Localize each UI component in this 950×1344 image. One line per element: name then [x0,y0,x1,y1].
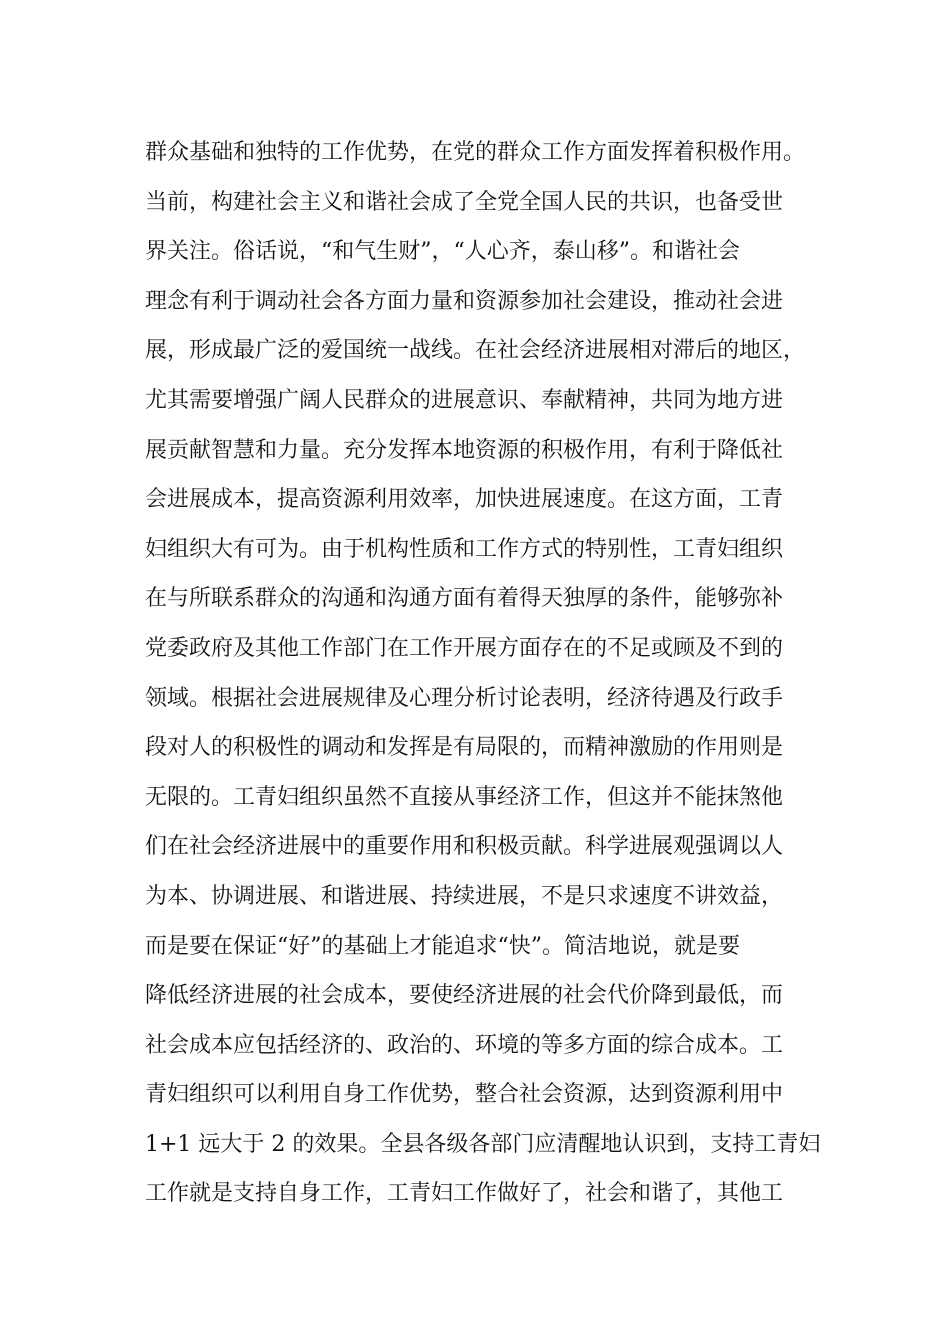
body-text [145,128,825,1219]
text-line: 1+1 远大于 2 的效果。全县各级各部门应清醒地认识到，支持工青妇 [145,1131,821,1157]
text-line: 而是要在保证“好”的基础上才能追求“快”。简洁地说，就是要 [145,933,740,959]
text-line: 在与所联系群众的沟通和沟通方面有着得天独厚的条件，能够弥补 [145,586,784,612]
text-line: 段对人的积极性的调动和发挥是有局限的，而精神激励的作用则是 [145,735,784,761]
text-line: 群众基础和独特的工作优势，在党的群众工作方面发挥着积极作用。 [145,140,806,165]
text-line: 理念有利于调动社会各方面力量和资源参加社会建设，推动社会进 [145,288,784,314]
text-line: 展贡献智慧和力量。充分发挥本地资源的积极作用，有利于降低社 [145,437,784,463]
text-line: 当前，构建社会主义和谐社会成了全党全国人民的共识，也备受世 [145,189,784,215]
text-line: 为本、协调进展、和谐进展、持续进展，不是只求速度不讲效益， [145,883,784,909]
text-line: 妇组织大有可为。由于机构性质和工作方式的特别性，工青妇组织 [145,536,784,562]
text-line: 工作就是支持自身工作，工青妇工作做好了，社会和谐了，其他工 [145,1181,784,1207]
text-line: 社会成本应包括经济的、政治的、环境的等多方面的综合成本。工 [145,1032,784,1058]
text-line: 会进展成本，提高资源利用效率，加快进展速度。在这方面，工青 [145,487,784,513]
text-line: 们在社会经济进展中的重要作用和积极贡献。科学进展观强调以人 [145,834,784,860]
text-line: 展，形成最广泛的爱国统一战线。在社会经济进展相对滞后的地区， [145,338,806,364]
text-line: 党委政府及其他工作部门在工作开展方面存在的不足或顾及不到的 [145,635,784,661]
text-line: 无限的。工青妇组织虽然不直接从事经济工作，但这并不能抹煞他 [145,784,784,810]
text-line: 降低经济进展的社会成本，要使经济进展的社会代价降到最低，而 [145,983,784,1009]
text-line: 领域。根据社会进展规律及心理分析讨论表明，经济待遇及行政手 [145,685,784,711]
text-line: 尤其需要增强广阔人民群众的进展意识、奉献精神，共同为地方进 [145,387,784,413]
text-line: 界关注。俗话说，“和气生财”，“人心齐，泰山移”。和谐社会 [145,239,740,265]
text-line: 青妇组织可以利用自身工作优势，整合社会资源，达到资源利用中 [145,1082,784,1108]
